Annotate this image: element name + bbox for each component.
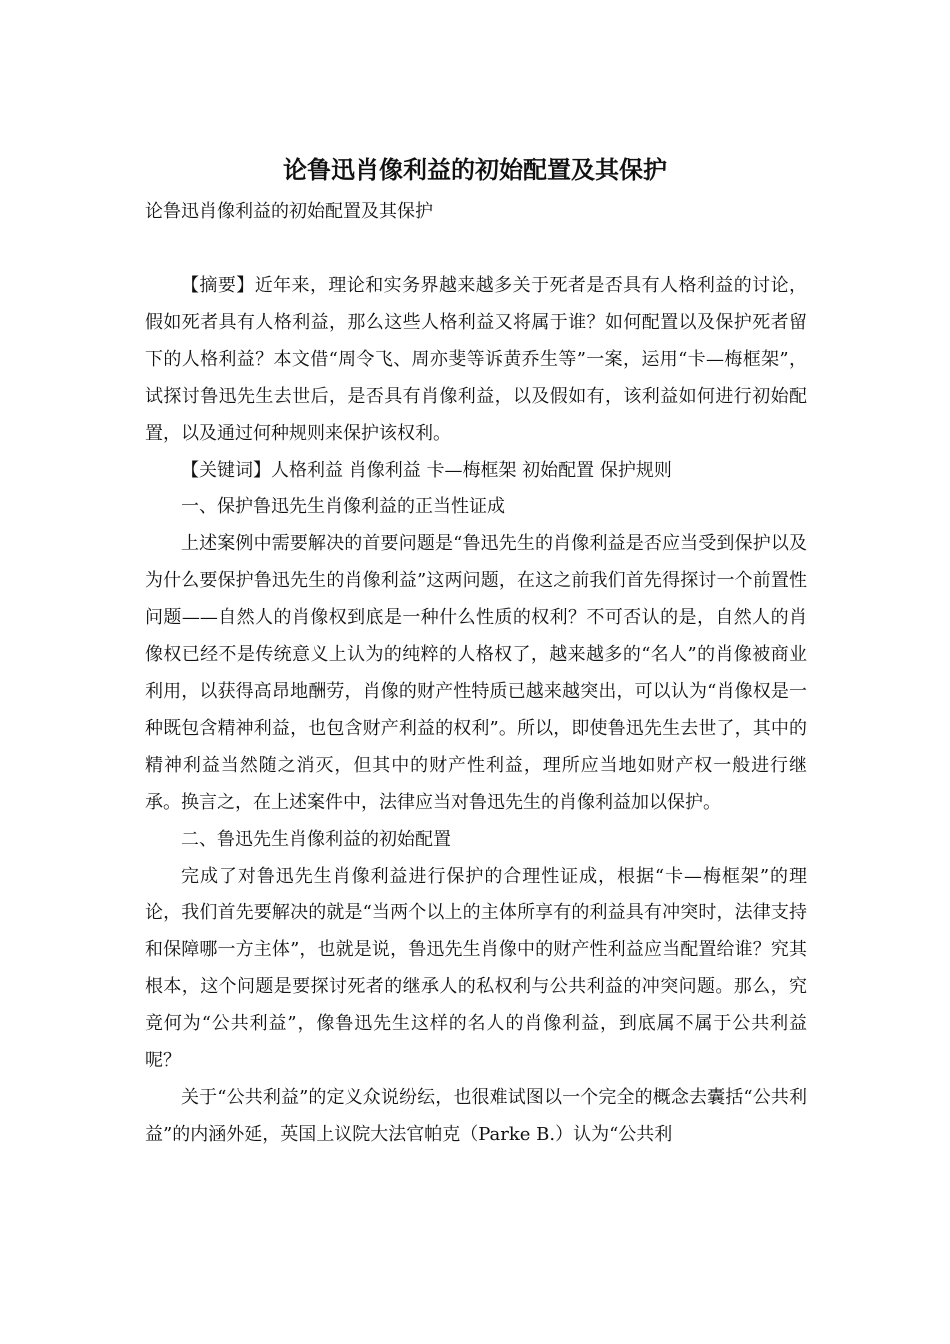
body-paragraph: 关于“公共利益”的定义众说纷纭，也很难试图以一个完全的概念去囊括“公共利益”的内涵外延，英国上议院大法官帕克（Parke B.）认为“公共利	[145, 1086, 807, 1145]
body-paragraph: 上述案例中需要解决的首要问题是“鲁迅先生的肖像利益是否应当受到保护以及为什么要保护鲁迅先生的肖像利益”这两问题，在这之前我们首先得探讨一个前置性问题——自然人的肖像权到底是一种什么性质的权利？不可否认的是，自然人的肖像权已经不是传统意义上认为的纯粹的人格权了，越来越多的“名人”的肖像被商业利用，以获得高昂地酬劳，肖像的财产性特质已越来越突出，可以认为“肖像权是一种既包含精神利益，也包含财产利益的权利”。所以，即使鲁迅先生去世了，其中的精神利益当然随之消灭，但其中的财产性利益，理所应当地如财产权一般进行继承。换言之，在上述案件中，法律应当对鲁迅先生的肖像利益加以保护。	[145, 533, 807, 813]
document-subtitle: 论鲁迅肖像利益的初始配置及其保护	[145, 201, 433, 222]
abstract-paragraph: 【摘要】近年来，理论和实务界越来越多关于死者是否具有人格利益的讨论，假如死者具有人格利益，那么这些人格利益又将属于谁？如何配置以及保护死者留下的人格利益？本文借“周令飞、周亦斐等诉黄乔生等”一案，运用“卡—梅框架”，试探讨鲁迅先生去世后，是否具有肖像利益，以及假如有，该利益如何进行初始配置，以及通过何种规则来保护该权利。	[145, 275, 807, 444]
body-paragraph: 完成了对鲁迅先生肖像利益进行保护的合理性证成，根据“卡—梅框架”的理论，我们首先要解决的就是“当两个以上的主体所享有的利益具有冲突时，法律支持和保障哪一方主体”，也就是说，鲁迅先生肖像中的财产性利益应当配置给谁？究其根本，这个问题是要探讨死者的继承人的私权利与公共利益的冲突问题。那么，究竟何为“公共利益”，像鲁迅先生这样的名人的肖像利益，到底属不属于公共利益呢？	[145, 865, 807, 1072]
section-heading-1: 一、保护鲁迅先生肖像利益的正当性证成	[181, 496, 505, 518]
document-title: 论鲁迅肖像利益的初始配置及其保护	[283, 156, 667, 184]
section-heading-2: 二、鲁迅先生肖像利益的初始配置	[181, 828, 451, 850]
document-body	[145, 268, 807, 1154]
keywords-paragraph: 【关键词】人格利益 肖像利益 卡—梅框架 初始配置 保护规则	[181, 459, 672, 481]
